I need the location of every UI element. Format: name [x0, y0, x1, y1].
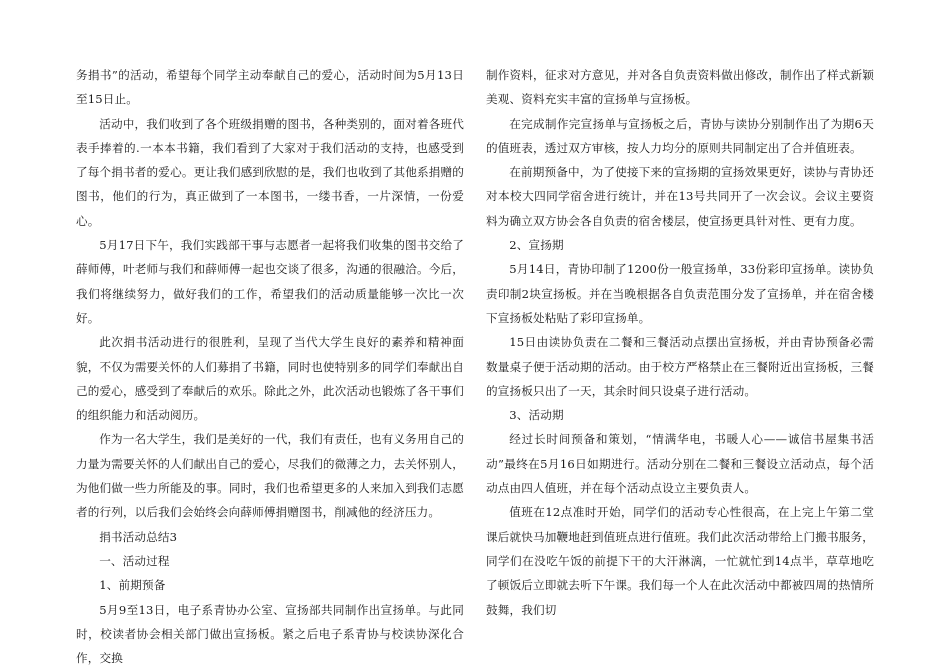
left-paragraph: 一、活动过程: [99, 553, 170, 568]
right-paragraph: 在完成制作完宣扬单与宣扬板之后，青协与读协分别制作出了为期6天的值班表，透过双方审核，按人力均分的原则共同制定出了合并值班表。: [486, 116, 874, 155]
left-paragraph: 5月17日下午，我们实践部干事与志愿者一起将我们收集的图书交给了薛师傅，叶老师与我们和薛师傅一起也交谈了很多，沟通的很融洽。今后，我们将继续努力，做好我们的工作，希望我们的活动质量能够一次比一次好。: [76, 238, 464, 325]
left-column: [76, 63, 464, 670]
right-paragraph: 制作资料，征求对方意见，并对各自负责资料做出修改，制作出了样式新颖美观、资料充实丰富的宣扬单与宣扬板。: [486, 68, 874, 107]
right-paragraph: 5月14日，青协印制了1200份一般宣扬单，33份彩印宣扬单。读协负责印制2块宣扬板。并在当晚根据各自负责范围分发了宣扬单，并在宿舍楼下宣扬板处粘贴了彩印宣扬单。: [486, 262, 874, 325]
right-paragraph: 3、活动期: [509, 408, 564, 423]
left-paragraph: 作为一名大学生，我们是美好的一代，我们有责任，也有义务用自己的力量为需要关怀的人们献出自己的爱心，尽我们的微薄之力，去关怀别人，为他们做一些力所能及的事。同时，我们也希望更多的人来加入到我们志愿者的行列，以后我们会始终会向薛师傅捐赠图书，削减他的经济压力。: [76, 432, 464, 520]
left-paragraph: 活动中，我们收到了各个班级捐赠的图书，各种类别的，面对着各班代表手捧着的.一本本书籍，我们看到了大家对于我们活动的支持，也感受到了每个捐书者的爱心。更让我们感到欣慰的是，我们也收到了其他系捐赠的图书，他们的行为，真正做到了一本图书，一缕书香，一片深情，一份爱心。: [76, 116, 464, 228]
right-paragraph: 经过长时间预备和策划，“情满华电，书暖人心——诚信书屋集书活动”最终在5月16日如期进行。活动分别在二餐和三餐设立活动点，每个活动点由四人值班，并在每个活动点设立主要负责人。: [486, 432, 874, 496]
left-paragraph: 捐书活动总结3: [99, 529, 178, 544]
left-paragraph: 5月9至13日，电子系青协办公室、宣扬部共同制作出宣扬单。与此同时，校读者协会相关部门做出宣扬板。紧之后电子系青协与校读协深化合作，交换: [76, 602, 464, 666]
left-paragraph: 1、前期预备: [99, 578, 166, 593]
right-paragraph: 值班在12点准时开始，同学们的活动专心性很高，在上完上午第二堂课后就快马加鞭地赶到值班点进行值班。我们此次活动带给上门搬书服务，同学们在没吃午饭的前提下干的大汗淋漓，一忙就忙到14点半，草草地吃了顿饭后立即就去听下午课。我们每一个人在此次活动中都被四周的热情所鼓舞，我们切: [486, 505, 874, 617]
right-paragraph: 15日由读协负责在二餐和三餐活动点摆出宣扬板，并由青协预备必需数量桌子便于活动期的活动。由于校方严格禁止在三餐附近出宣扬板，三餐的宣扬板只出了一天，其余时间只设桌子进行活动。: [486, 335, 874, 398]
left-paragraph: 务捐书”的活动，希望每个同学主动奉献自己的爱心，活动时间为5月13日至15日止。: [76, 68, 464, 107]
right-paragraph: 2、宣扬期: [509, 238, 564, 253]
right-paragraph: 在前期预备中，为了使接下来的宣扬期的宣扬效果更好，读协与青协还对本校大四同学宿舍进行统计，并在13号共同开了一次会议。会议主要资料为确立双方协会各自负责的宿舍楼层，使宣扬更具针对性、更有力度。: [486, 165, 874, 228]
left-paragraph: 此次捐书活动进行的很胜利，呈现了当代大学生良好的素养和精神面貌，不仅为需要关怀的人们募捐了书籍，同时也使特别多的同学们奉献出自己的爱心，感受到了奉献后的欢乐。除此之外，此次活动也锻炼了各干事们的组织能力和活动阅历。: [76, 335, 464, 423]
right-column: [486, 63, 874, 622]
